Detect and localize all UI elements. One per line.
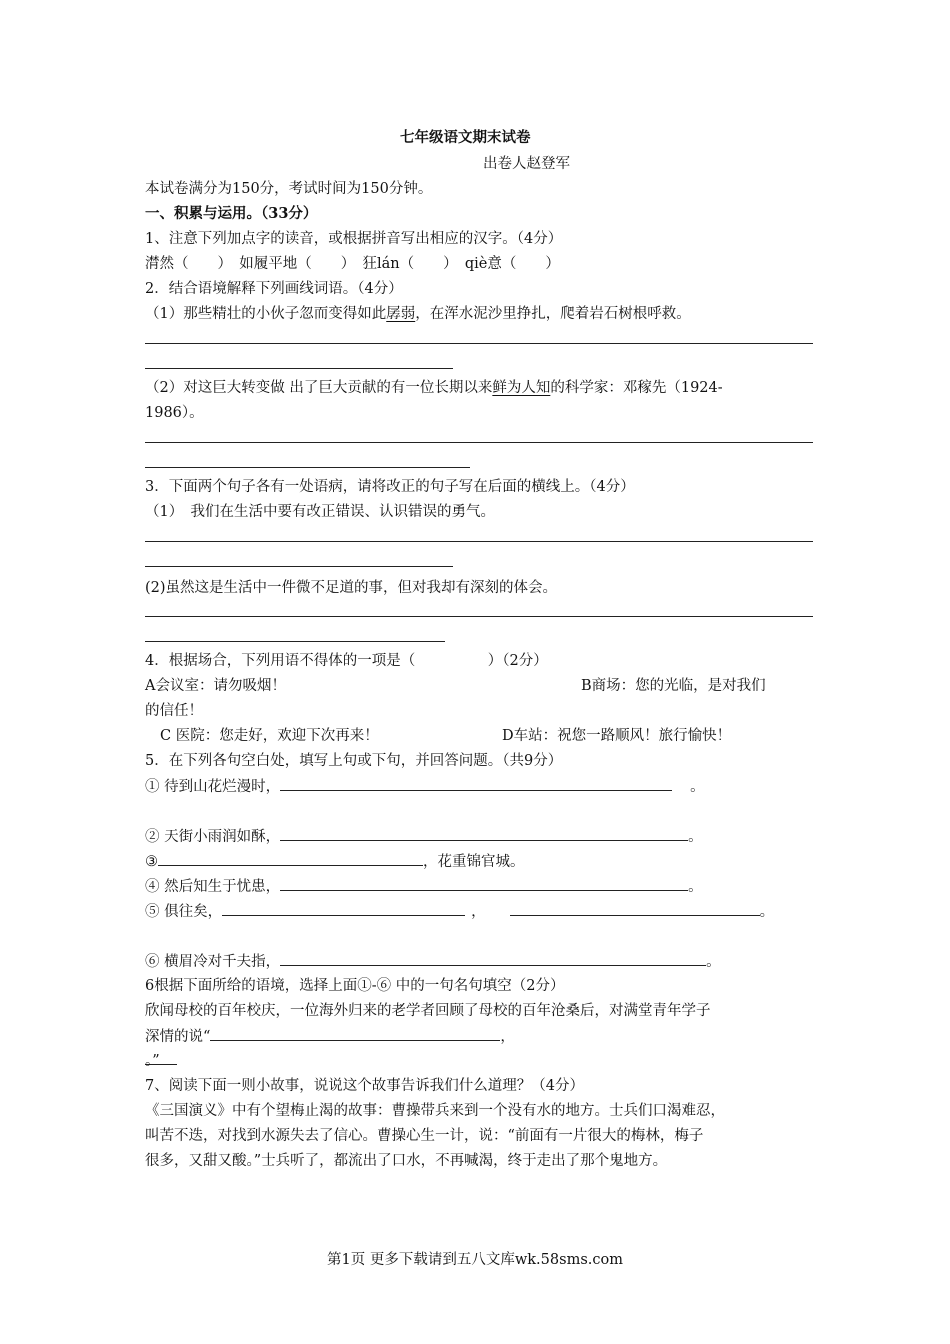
q5-line-2-period: 。 — [688, 829, 703, 845]
q2-stem: 2．结合语境解释下列画线词语。（4分） — [145, 281, 403, 297]
q5-line-5-period: 。 — [759, 904, 775, 920]
q1-items: 潸然（ ） 如履平地（ ） 狂lán（ ） qiè意（ ） — [145, 256, 560, 272]
exam-author: 出卷人赵登军 — [483, 156, 570, 172]
q5-line-4-period: 。 — [688, 879, 703, 895]
q5-line-3 — [145, 851, 525, 872]
q6-context-line-3: 。” — [145, 1053, 160, 1069]
q5-line-6 — [145, 951, 721, 972]
fill-blank[interactable] — [280, 876, 688, 891]
q5-line-5-text: ⑤ 俱往矣， — [145, 904, 223, 920]
q2-s1-after: ，在浑水泥沙里挣扎，爬着岩石树根呼救。 — [415, 306, 691, 322]
q5-line-6-text: ⑥ 横眉冷对千夫指， — [145, 954, 281, 970]
q5-line-2 — [145, 826, 703, 847]
fill-blank[interactable] — [210, 1026, 500, 1041]
fill-blank[interactable] — [280, 776, 672, 791]
q2-s1-before: （1）那些精壮的小伙子忽而变得如此 — [145, 306, 387, 322]
q4-stem: 4．根据场合，下列用语不得体的一项是（ ）（2分） — [145, 653, 548, 669]
q6-line-2-text: 深情的说“ — [145, 1029, 211, 1045]
answer-line[interactable] — [145, 368, 453, 369]
q5-line-6-period: 。 — [706, 954, 721, 970]
q2-s2-after: 的科学家：邓稼先（1924- — [550, 380, 723, 396]
q5-line-1-text: ① 待到山花烂漫时， — [145, 779, 281, 795]
q7-story-line-2: 叫苦不迭，对找到水源失去了信心。曹操心生一计，说：“前面有一片很大的梅林，梅子 — [145, 1128, 704, 1144]
q4-option-c: C 医院：您走好，欢迎下次再来！ — [160, 728, 379, 744]
fill-blank[interactable] — [222, 901, 465, 916]
q5-line-1 — [145, 776, 705, 797]
q3-sentence-1: （1） 我们在生活中要有改正错误、认识错误的勇气。 — [145, 504, 495, 520]
q4-option-d: D车站：祝您一路顺风！旅行愉快！ — [502, 728, 732, 744]
q2-sentence-1 — [145, 304, 691, 324]
q5-line-1-period: 。 — [690, 779, 705, 795]
q6-context-line-1: 欣闻母校的百年校庆，一位海外归来的老学者回顾了母校的百年沧桑后，对满堂青年学子 — [145, 1003, 711, 1019]
section-heading: 一、积累与运用。（33分） — [145, 205, 318, 222]
fill-blank[interactable] — [158, 851, 423, 866]
q5-line-4 — [145, 876, 703, 897]
q5-line-4-text: ④ 然后知生于忧患， — [145, 879, 281, 895]
q5-line-2-text: ② 天街小雨润如酥， — [145, 829, 281, 845]
exam-title: 七年级语文期末试卷 — [400, 129, 531, 146]
answer-line[interactable] — [145, 616, 813, 617]
q4-option-a: A会议室：请勿吸烟！ — [145, 678, 286, 694]
q7-story-line-1: 《三国演义》中有个望梅止渴的故事：曹操带兵来到一个没有水的地方。士兵们口渴难忍， — [145, 1103, 725, 1119]
q2-sentence-2 — [145, 378, 723, 398]
q1-stem: 1、注意下列加点字的读音，或根据拼音写出相应的汉字。（4分） — [145, 231, 563, 247]
q2-s2-underlined-word: 鲜为人知 — [492, 380, 551, 396]
q7-story-line-3: 很多，又甜又酸。”士兵听了，都流出了口水，不再喊渴，终于走出了那个鬼地方。 — [145, 1153, 668, 1169]
answer-line[interactable] — [145, 641, 445, 642]
q5-line-5-comma: ， — [471, 904, 486, 920]
q6-stem: 6根据下面所给的语境，选择上面①-⑥ 中的一句名句填空（2分） — [145, 978, 565, 994]
fill-blank[interactable] — [280, 826, 688, 841]
fill-blank[interactable] — [280, 951, 706, 966]
q4-option-b-cont: 的信任！ — [145, 703, 203, 719]
q5-line-3-text: ③ — [145, 854, 158, 870]
answer-line[interactable] — [145, 467, 470, 468]
q5-stem: 5．在下列各句空白处，填写上句或下句，并回答问题。（共9分） — [145, 753, 563, 769]
exam-intro: 本试卷满分为150分，考试时间为150分钟。 — [145, 181, 433, 197]
q3-stem: 3．下面两个句子各有一处语病，请将改正的句子写在后面的横线上。（4分） — [145, 479, 635, 495]
q6-line-2-comma: ， — [500, 1029, 515, 1045]
q4-option-b: B商场：您的光临，是对我们 — [581, 678, 766, 694]
q6-context-line-2 — [145, 1026, 515, 1047]
q2-s1-underlined-word: 孱弱 — [386, 306, 416, 322]
answer-line[interactable] — [145, 343, 813, 344]
answer-line[interactable] — [145, 541, 813, 542]
q2-s2-before: （2）对这巨大转变做 出了巨大贡献的有一位长期以来 — [145, 380, 493, 396]
q5-line-3-after: ，花重锦官城。 — [423, 854, 525, 870]
answer-line[interactable] — [145, 442, 813, 443]
answer-line[interactable] — [145, 566, 453, 567]
page-footer: 第1页 更多下载请到五八文库wk.58sms.com — [327, 1252, 623, 1268]
fill-blank[interactable] — [510, 901, 760, 916]
q3-sentence-2: (2)虽然这是生活中一件微不足道的事，但对我却有深刻的体会。 — [145, 580, 558, 596]
q5-line-5 — [145, 901, 774, 922]
q7-stem: 7、阅读下面一则小故事，说说这个故事告诉我们什么道理？（4分） — [145, 1078, 584, 1094]
q2-sentence-2-cont: 1986）。 — [145, 405, 204, 421]
